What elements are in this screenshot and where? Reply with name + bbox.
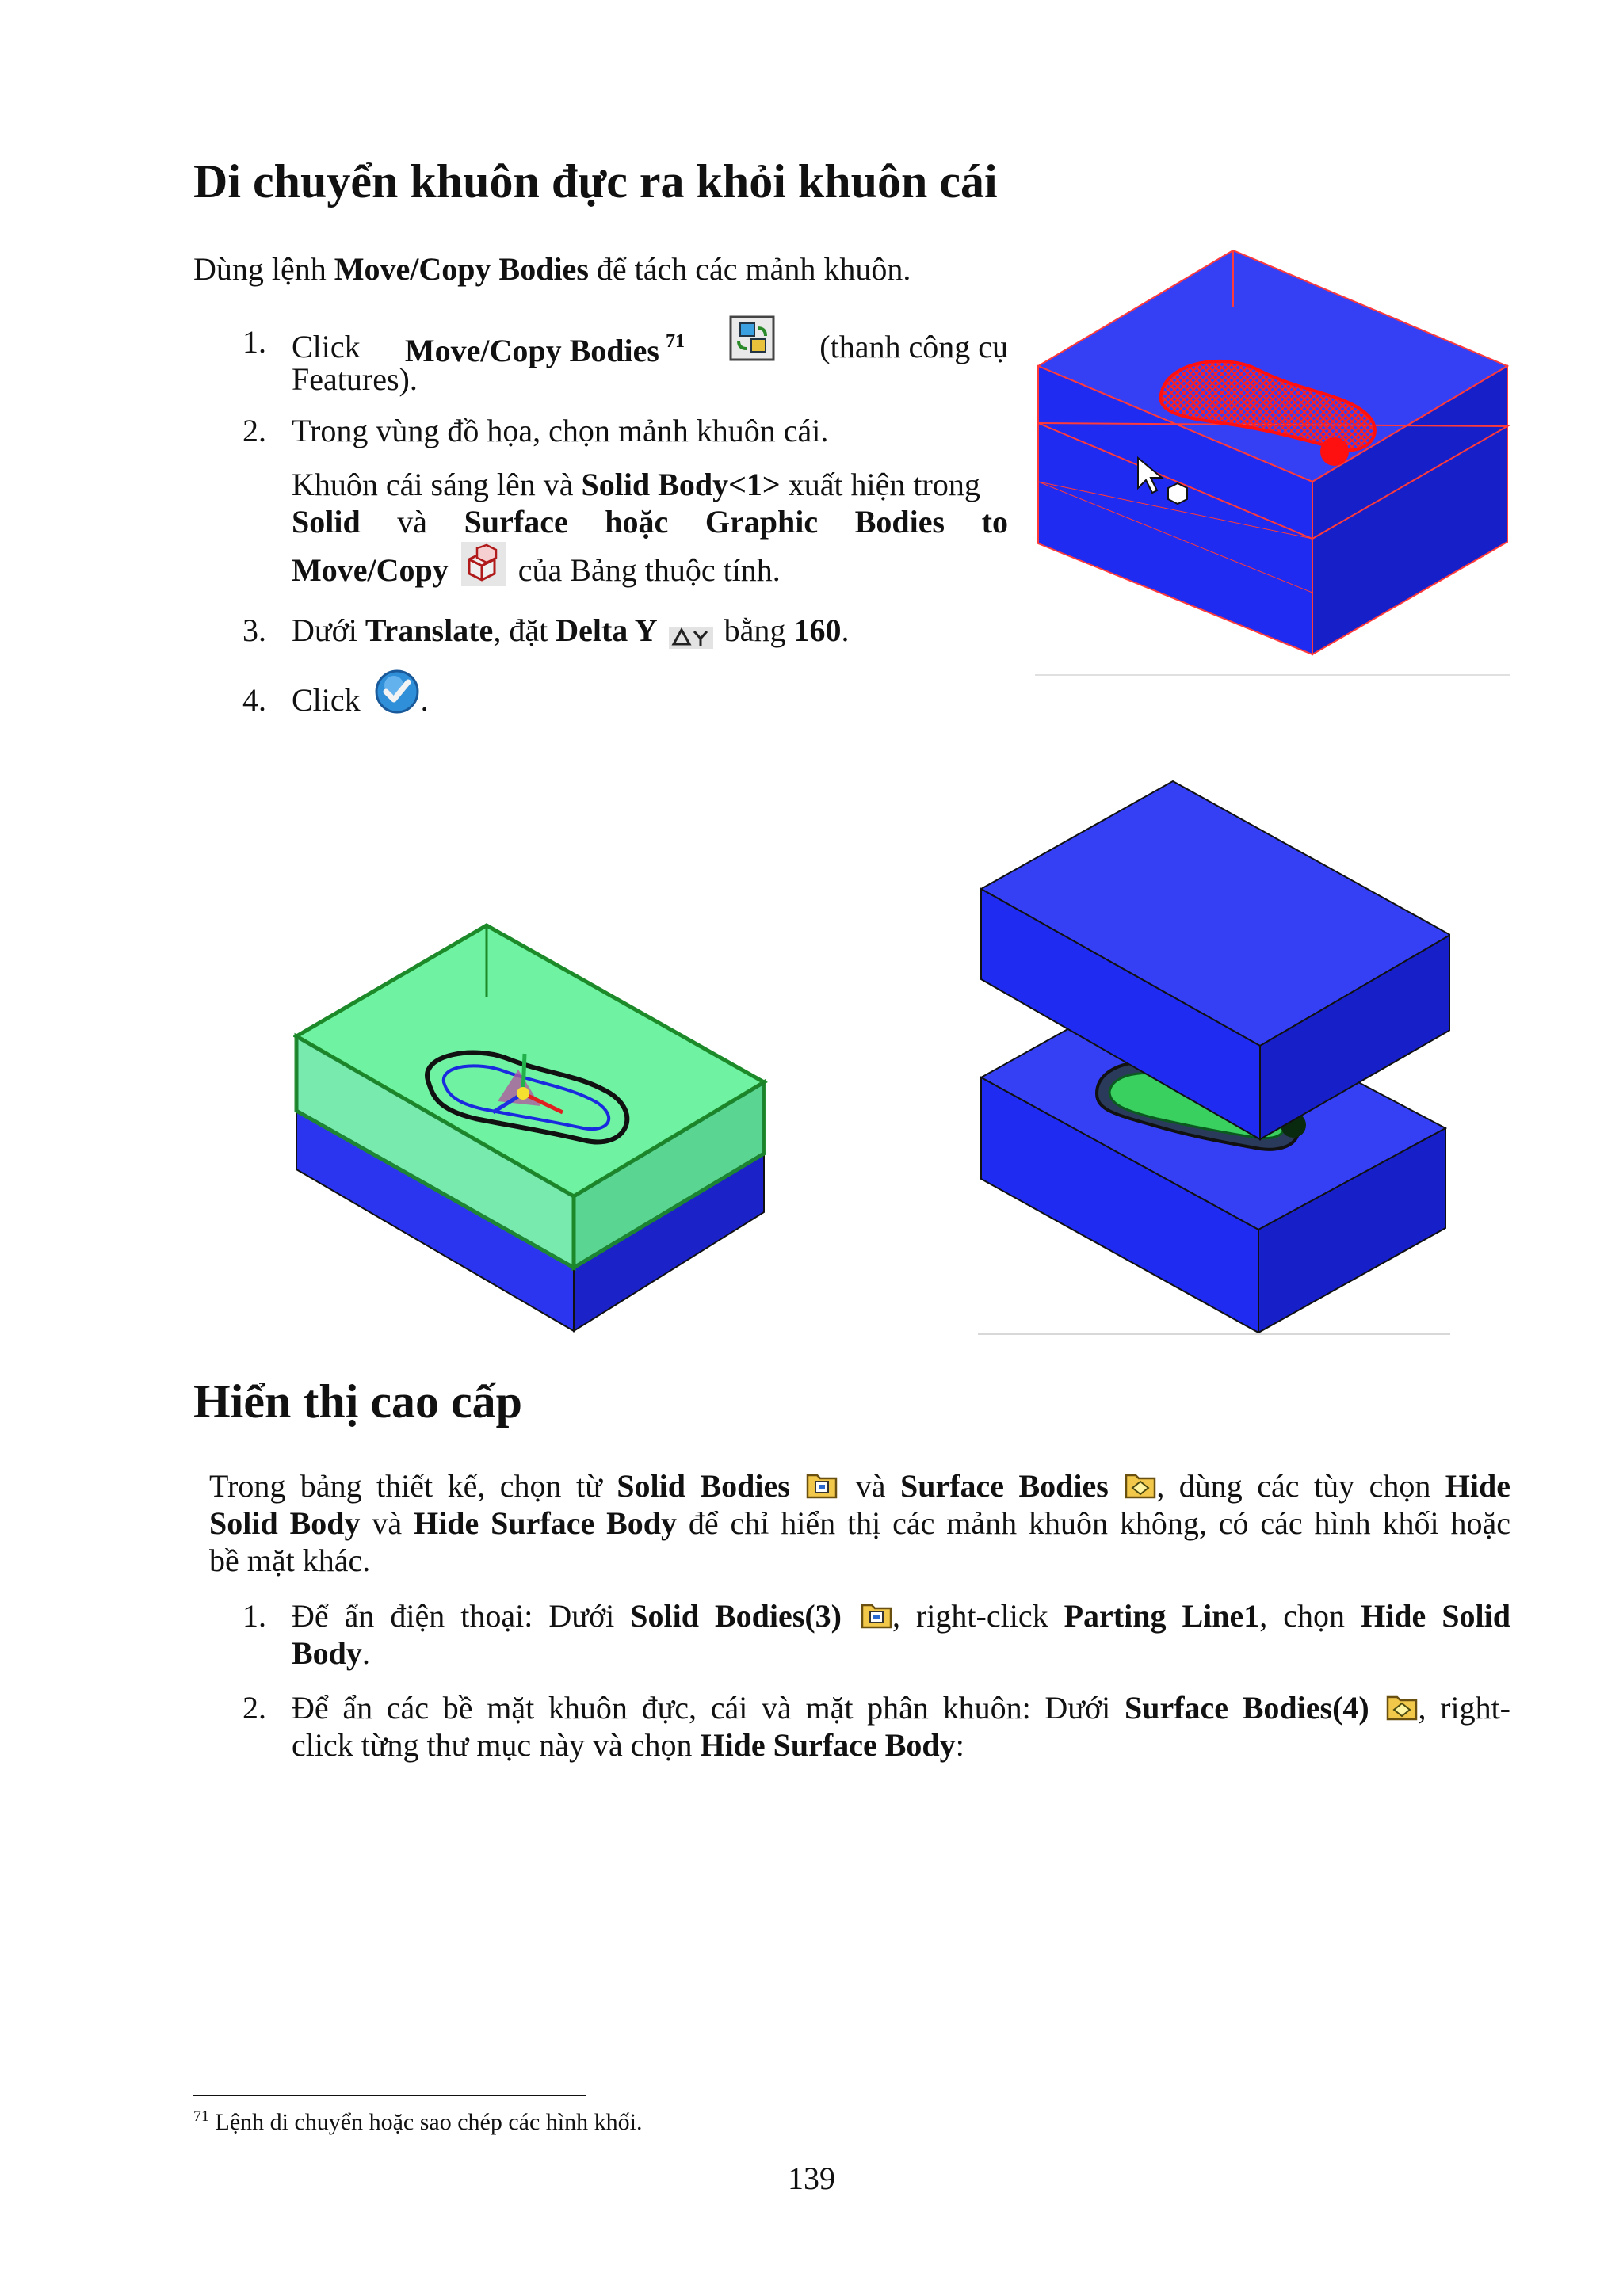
note-text-2: xuất hiện trong [780, 467, 980, 502]
hide-solid-label: Hide Solid [1361, 1598, 1511, 1634]
hide-surface-body-label: Hide Surface Body [414, 1505, 678, 1541]
text: click từng thư mục này và chọn [292, 1727, 701, 1763]
text: để chỉ hiển thị các mảnh khuôn không, có các hình khối hoặc [677, 1505, 1510, 1541]
footnote [193, 2107, 642, 2136]
word: Bodies [854, 504, 945, 540]
step-3 [242, 612, 849, 649]
text: và [360, 1505, 414, 1541]
hide-label: Hide [1445, 1468, 1511, 1504]
step-number: 1. [242, 324, 266, 360]
text: Để ẩn điện thoại: Dưới [292, 1598, 631, 1634]
hide-surface-body-label: Hide Surface Body [700, 1727, 956, 1763]
text: Để ẩn các bề mặt khuôn đực, cái và mặt phân khuôn: Dưới [292, 1690, 1125, 1726]
intro-command: Move/Copy Bodies [334, 251, 589, 287]
footnote-ref: 71 [665, 331, 685, 352]
section-title-move-mold: Di chuyển khuôn đực ra khỏi khuôn cái [193, 155, 998, 208]
text: : [955, 1727, 964, 1763]
move-copy-icon [461, 542, 506, 586]
word: hoặc [605, 504, 669, 540]
footnote-number: 71 [193, 2107, 209, 2125]
section-2-paragraph [209, 1467, 1510, 1579]
surface-bodies-folder-icon [1125, 1469, 1156, 1499]
step-3-text: Dưới [292, 612, 365, 648]
ok-check-icon [373, 668, 421, 715]
step-3-value: 160 [793, 612, 842, 648]
text: , right-click [892, 1598, 1064, 1634]
item-number: 2. [242, 1690, 266, 1726]
note-text-3: của Bảng thuộc tính. [510, 552, 781, 588]
step-1-toolbar-text: (thanh công cụ [819, 328, 1008, 364]
word: và [397, 504, 428, 540]
step-3-text-3: bằng [716, 612, 794, 648]
note-body-name: Solid Body<1> [581, 467, 781, 502]
solid-bodies-3-label: Solid Bodies(3) [630, 1598, 842, 1634]
step-1-line-2: Features). [292, 361, 418, 397]
note-selection-box-name [292, 503, 1008, 540]
para-line-3: bề mặt khác. [209, 1543, 371, 1578]
text: , dùng các tùy chọn [1156, 1468, 1445, 1504]
item-number: 1. [242, 1598, 266, 1634]
step-2 [242, 412, 828, 449]
word: to [981, 504, 1008, 540]
step-2-text: Trong vùng đồ họa, chọn mảnh khuôn cái. [292, 413, 829, 448]
step-number: 2. [242, 413, 266, 448]
step-3-translate: Translate [365, 612, 494, 648]
solid-bodies-label: Solid Bodies [617, 1468, 790, 1504]
page-number: 139 [788, 2161, 835, 2196]
text: Trong bảng thiết kế, chọn từ [209, 1468, 617, 1504]
figure-mold-separated [978, 776, 1450, 1337]
intro-text-end: để tách các mảnh khuôn. [588, 251, 911, 287]
solid-bodies-folder-icon [806, 1469, 838, 1499]
step-1 [242, 323, 1008, 402]
text: . [361, 1635, 370, 1671]
intro-paragraph [193, 250, 911, 288]
figure-cavity-selected [293, 919, 769, 1339]
section-2-item-1 [242, 1597, 1510, 1672]
step-1-click: Click [292, 328, 361, 364]
solid-body-label: Solid Body [209, 1505, 361, 1541]
step-4-period: . [420, 682, 429, 718]
intro-text: Dùng lệnh [193, 251, 334, 287]
step-3-period: . [841, 612, 850, 648]
section-2-item-2 [242, 1689, 1510, 1764]
delta-y-icon [669, 620, 713, 642]
move-copy-bodies-icon [729, 315, 775, 361]
surface-bodies-label: Surface Bodies [899, 1468, 1109, 1504]
step-3-text-2: , đặt [493, 612, 556, 648]
step-2-note [292, 466, 1008, 589]
body-label: Body [292, 1635, 362, 1671]
step-4 [242, 681, 429, 719]
step-4-click: Click [292, 682, 361, 718]
section-title-advanced-display: Hiển thị cao cấp [193, 1375, 522, 1428]
para-line-2 [209, 1505, 1510, 1542]
step-number: 4. [242, 682, 266, 718]
solid-bodies-folder-icon [861, 1599, 892, 1629]
word: Surface [464, 504, 568, 540]
text: và [841, 1468, 900, 1504]
surface-bodies-4-label: Surface Bodies(4) [1124, 1690, 1369, 1726]
step-1-command: Move/Copy Bodies [404, 333, 659, 368]
para-line-1 [209, 1467, 1510, 1505]
step-3-delta-y: Delta Y [556, 612, 658, 648]
figure-cavity-highlighted [1035, 250, 1510, 678]
surface-bodies-folder-icon [1386, 1691, 1418, 1721]
footnote-divider [193, 2095, 586, 2096]
word: Graphic [705, 504, 819, 540]
note-move-copy: Move/Copy [292, 552, 449, 588]
parting-line-label: Parting Line1 [1064, 1598, 1260, 1634]
word: Solid [292, 504, 361, 540]
footnote-text: Lệnh di chuyển hoặc sao chép các hình khối. [209, 2109, 643, 2135]
text: , chọn [1259, 1598, 1361, 1634]
text: , right- [1418, 1690, 1511, 1726]
note-text: Khuôn cái sáng lên và [292, 467, 582, 502]
step-number: 3. [242, 612, 266, 648]
